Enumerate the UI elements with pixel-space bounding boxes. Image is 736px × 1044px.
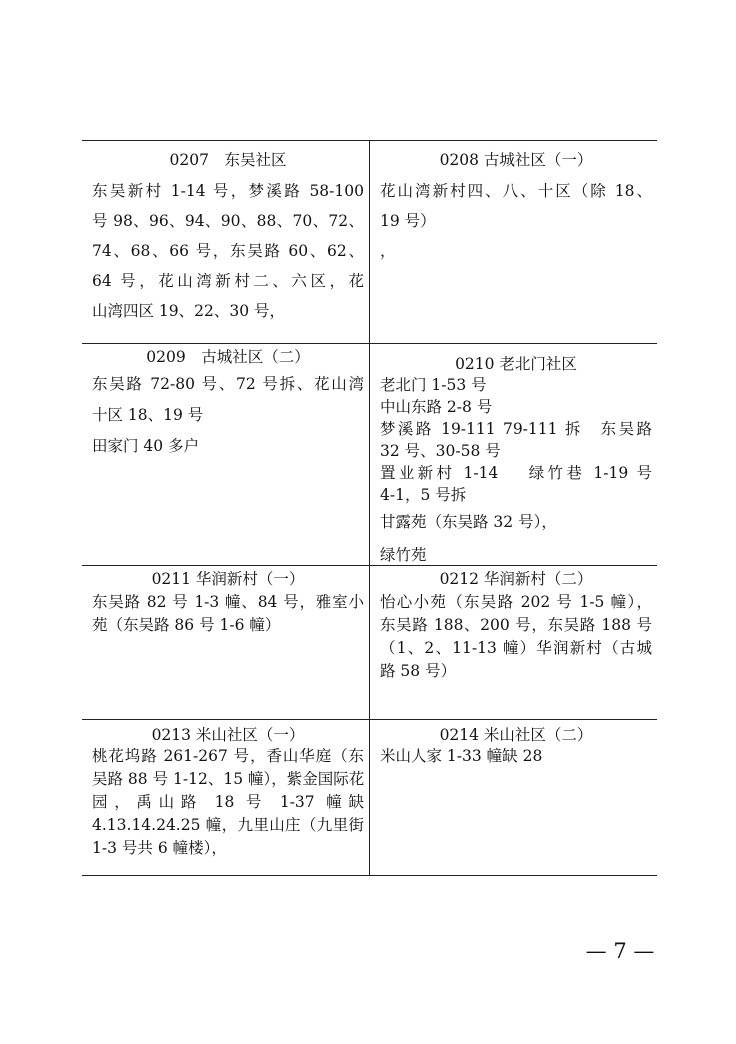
cell-title: 0211 华润新村（一） [151, 570, 305, 588]
cell-line: 中山东路 2-8 号 [380, 398, 493, 416]
cell-line: 1-3 号共 6 幢楼）， [92, 839, 227, 857]
cell-0209 [92, 344, 364, 462]
cell-line: （1、2、11-13 幢）华润新村（古城 [380, 639, 652, 657]
cell-line: 路 58 号） [380, 662, 457, 680]
cell-0210 [380, 344, 652, 572]
cell-line: 32 号、30-58 号 [380, 442, 501, 460]
cell-line: 绿竹苑 [380, 546, 427, 564]
cell-line: 山湾四区 19、22、30 号， [92, 302, 286, 320]
cell-0212 [380, 566, 652, 683]
cell-line: 19 号） [380, 212, 436, 230]
cell-body [380, 745, 652, 768]
cell-line: 桃花坞路 261-267 号，香山华庭（东 [92, 747, 364, 765]
cell-title: 0208 古城社区（一） [439, 151, 593, 169]
cell-line: 花山湾新村四、八、十区（除 18、 [380, 182, 652, 200]
cell-body [92, 369, 364, 462]
cell-line: 东吴路 72-80 号、72 号拆、花山湾 [92, 375, 364, 393]
cell-body [92, 176, 364, 326]
cell-line: ， [380, 242, 396, 260]
cell-line: 梦溪路 19-111 79-111 拆 东吴路 [380, 420, 652, 438]
cell-title: 0214 米山社区（二） [439, 726, 593, 744]
cell-0208 [380, 141, 652, 266]
cell-0214 [380, 720, 652, 768]
cell-0207 [92, 141, 364, 326]
cell-line: 怡心小苑（东吴路 202 号 1-5 幢）， [380, 593, 652, 611]
cell-line: 东吴路 82 号 1-3 幢、84 号，雅室小 [92, 593, 364, 611]
cell-body [92, 591, 364, 637]
cell-line: 号 98、96、94、90、88、70、72、 [92, 212, 364, 230]
cell-line: 74、68、66 号，东吴路 60、62、 [92, 242, 364, 260]
cell-line: 甘露苑（东吴路 32 号）， [380, 513, 557, 531]
cell-title: 0213 米山社区（一） [151, 726, 305, 744]
cell-title: 0210 老北门社区 [455, 355, 577, 373]
cell-body [380, 374, 652, 572]
cell-line: 十区 18、19 号 [92, 406, 204, 424]
page-number: — 7 — [585, 939, 655, 963]
cell-title: 0207 东吴社区 [169, 151, 287, 169]
cell-0213 [92, 720, 364, 860]
cell-body [380, 176, 652, 266]
cell-line: 置业新村 1-14 绿竹巷 1-19 号 [380, 464, 652, 482]
column-divider [369, 141, 370, 875]
cell-line: 老北门 1-53 号 [380, 376, 487, 394]
cell-line: 米山人家 1-33 幢缺 28 [380, 747, 543, 765]
cell-title: 0212 华润新村（二） [439, 570, 593, 588]
cell-line: 吴路 88 号 1-12、15 幢），紫金国际花 [92, 770, 365, 788]
cell-line: 4-1，5 号拆 [380, 486, 467, 504]
cell-body [380, 591, 652, 683]
cell-title: 0209 古城社区（二） [146, 348, 310, 366]
cell-0211 [92, 566, 364, 637]
cell-line: 苑（东吴路 86 号 1-6 幢） [92, 616, 281, 634]
cell-line: 64 号，花山湾新村二、六区，花 [92, 272, 364, 290]
community-table [82, 140, 657, 876]
cell-line: 园，禹山路 18 号 1-37 幢缺 [92, 793, 364, 811]
cell-body [92, 745, 364, 860]
cell-line: 东吴新村 1-14 号，梦溪路 58-100 [92, 182, 364, 200]
cell-line: 田家门 40 多户 [92, 437, 200, 455]
cell-line: 4.13.14.24.25 幢，九里山庄（九里街 [92, 816, 364, 834]
cell-line: 东吴路 188、200 号，东吴路 188 号 [380, 616, 652, 634]
